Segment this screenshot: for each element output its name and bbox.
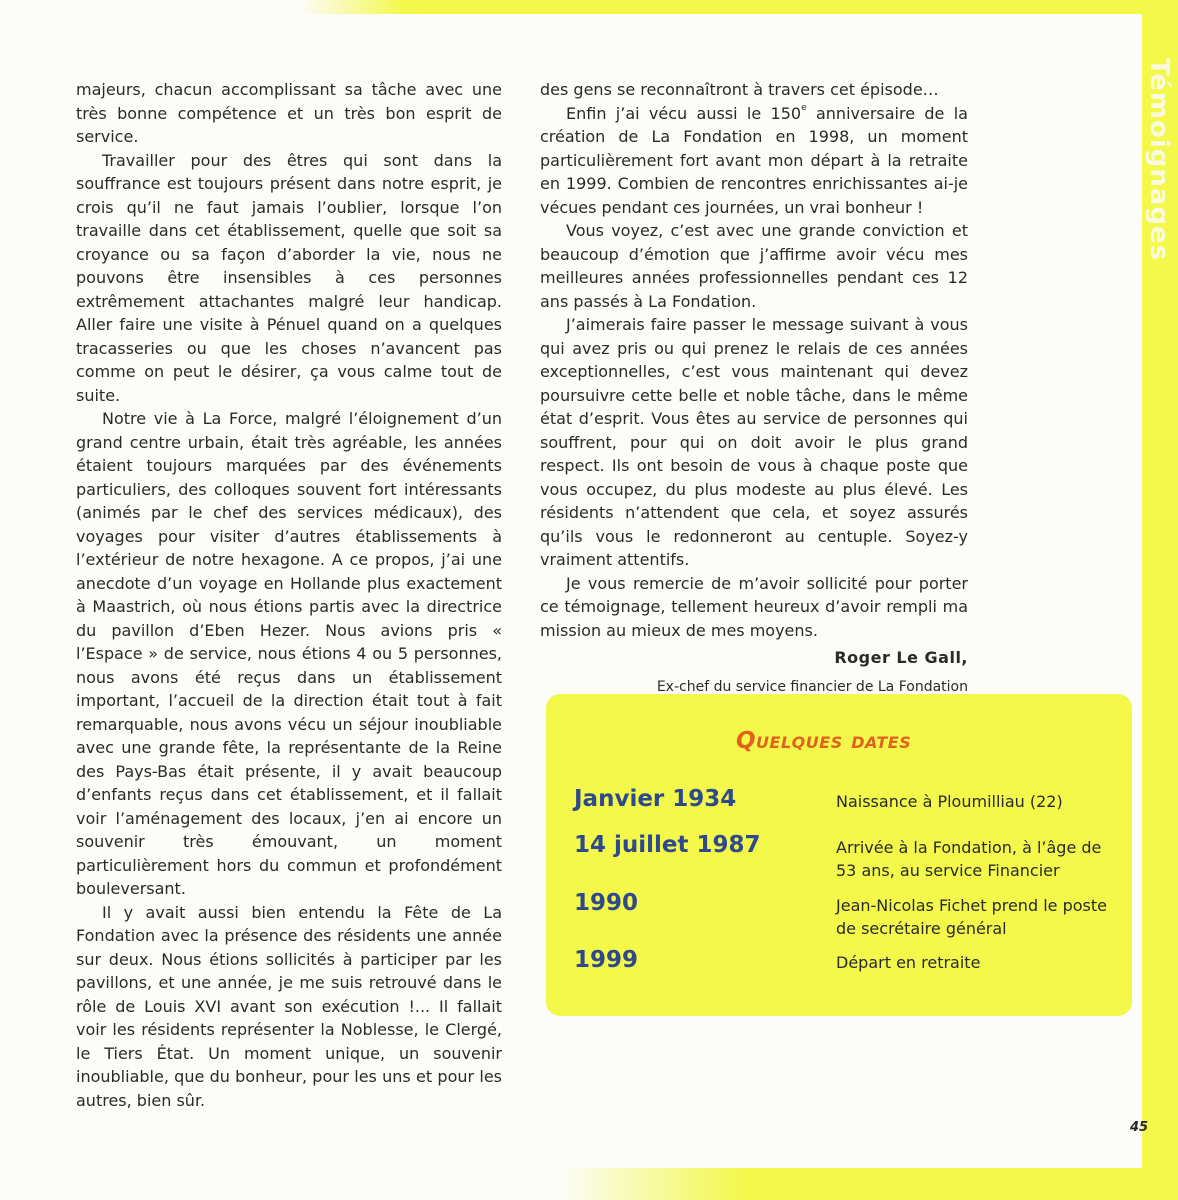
paragraph: des gens se reconnaîtront à travers cet épisode…: [540, 80, 939, 99]
date-label: 1990: [574, 890, 639, 916]
date-description: Naissance à Ploumilliau (22): [836, 792, 1063, 811]
date-label: Janvier 1934: [574, 786, 737, 812]
paragraph-text: anniversaire de la création de La Fondation en 1998, un moment particulièrement fort avant mon départ à la retraite en 1999. Combien de rencontres enrichissantes ai-je vécues pendant ces journées, un vrai bonheur !: [540, 103, 968, 217]
paragraph: Vous voyez, c’est avec une grande conviction et beaucoup d’émotion que j’affirme avoir vécu mes meilleures années professionnelles pendant ces 12 ans passés à La Fondation.: [540, 221, 968, 311]
signature-role: Ex-chef du service financier de La Fondation: [656, 678, 968, 695]
paragraph: Notre vie à La Force, malgré l’éloignement d’un grand centre urbain, était très agréable, les années étaient toujours marquées par des événements particuliers, des colloques souvent fort intéressants (animés par le chef des services médicaux), des voyages pour visiter d’autres établissements à l’extérieur de notre hexagone. A ce propos, j’ai une anecdote d’un voyage en Hollande plus exactement à Maastrich, où nous étions partis avec la directrice du pavillon d’Eben Hezer. Nous avions pris « l’Espace » de service, nous étions 4 ou 5 personnes, nous avons été reçus dans un établissement important, l’accueil de la direction était tout à fait remarquable, nous avons vécu un séjour inoubliable avec une grande fête, la représentante de la Reine des Pays-Bas était présente, il y avait beaucoup d’enfants reçus dans cet établissement, et il fallait voir l’aménagement des locaux, j’en ai encore un souvenir très émouvant, un moment particulièrement hors du commun et profondément bouleversant.: [76, 409, 502, 898]
page-number: 45: [1130, 1120, 1149, 1135]
paragraph: J’aimerais faire passer le message suivant à vous qui avez pris ou qui prenez le relais de ces années exceptionnelles, c’est vous maintenant qui devez poursuivre cette belle et noble tâche, dans le même état d’esprit. Vous êtes au service de personnes qui souffrent, pour qui on doit avoir le plus grand respect. Ils ont besoin de vous à chaque poste que vous occupez, du plus modeste au plus élevé. Les résidents n’attendent que cela, et soyez assurés qu’ils vous le redonneront au centuple. Soyez-y vraiment attentifs.: [540, 315, 968, 569]
paragraph: [540, 102, 968, 220]
key-dates-title: Quelques dates: [736, 728, 912, 754]
paragraph: Je vous remercie de m’avoir sollicité pour porter ce témoignage, tellement heureux d’avoir rempli ma mission au mieux de mes moyens.: [540, 573, 968, 640]
date-description: Départ en retraite: [836, 953, 981, 972]
paragraph: Travailler pour des êtres qui sont dans la souffrance est toujours présent dans notre esprit, je crois qu’il ne faut jamais l’oublier, lorsque l’on travaille dans cet établissement, quelle que soit sa croyance ou sa façon d’aborder la vie, nous ne pouvons être insensibles à ces personnes extrêmement attachantes malgré leur handicap. Aller faire une visite à Pénuel quand on a quelques tracasseries ou que les choses n’avancent pas comme on peut le désirer, ça vous calme tout de suite.: [76, 150, 502, 405]
date-label: 1999: [574, 947, 639, 973]
key-dates-box: [546, 694, 1132, 1016]
left-text-column: [76, 78, 502, 1112]
bottom-yellow-band: [560, 1168, 1178, 1200]
side-band-label: Témoignages: [1144, 58, 1174, 262]
paragraph-text: Enfin j’ai vécu aussi le 150: [566, 103, 802, 123]
date-description: Arrivée à la Fondation, à l’âge de 53 ans, au service Financier: [836, 838, 1102, 880]
date-label: 14 juillet 1987: [574, 832, 761, 858]
date-description: Jean-Nicolas Fichet prend le poste de secrétaire général: [836, 896, 1107, 938]
signature-name: Roger Le Gall,: [834, 648, 968, 667]
paragraph: Il y avait aussi bien entendu la Fête de La Fondation avec la présence des résidents une année sur deux. Nous étions sollicités à participer par les pavillons, et une année, je me suis retrouvé dans le rôle de Louis XVI avant son exécution !... Il fallait voir les résidents représenter la Noblesse, le Clergé, le Tiers État. Un moment unique, un souvenir inoubliable, que du bonheur, pour les uns et pour les autres, bien sûr.: [76, 902, 502, 1110]
top-yellow-band: [300, 0, 1178, 14]
superscript: e: [801, 102, 807, 113]
paragraph: majeurs, chacun accomplissant sa tâche avec une très bonne compétence et un très bon esprit de service.: [76, 80, 502, 146]
right-text-column: [540, 78, 968, 699]
